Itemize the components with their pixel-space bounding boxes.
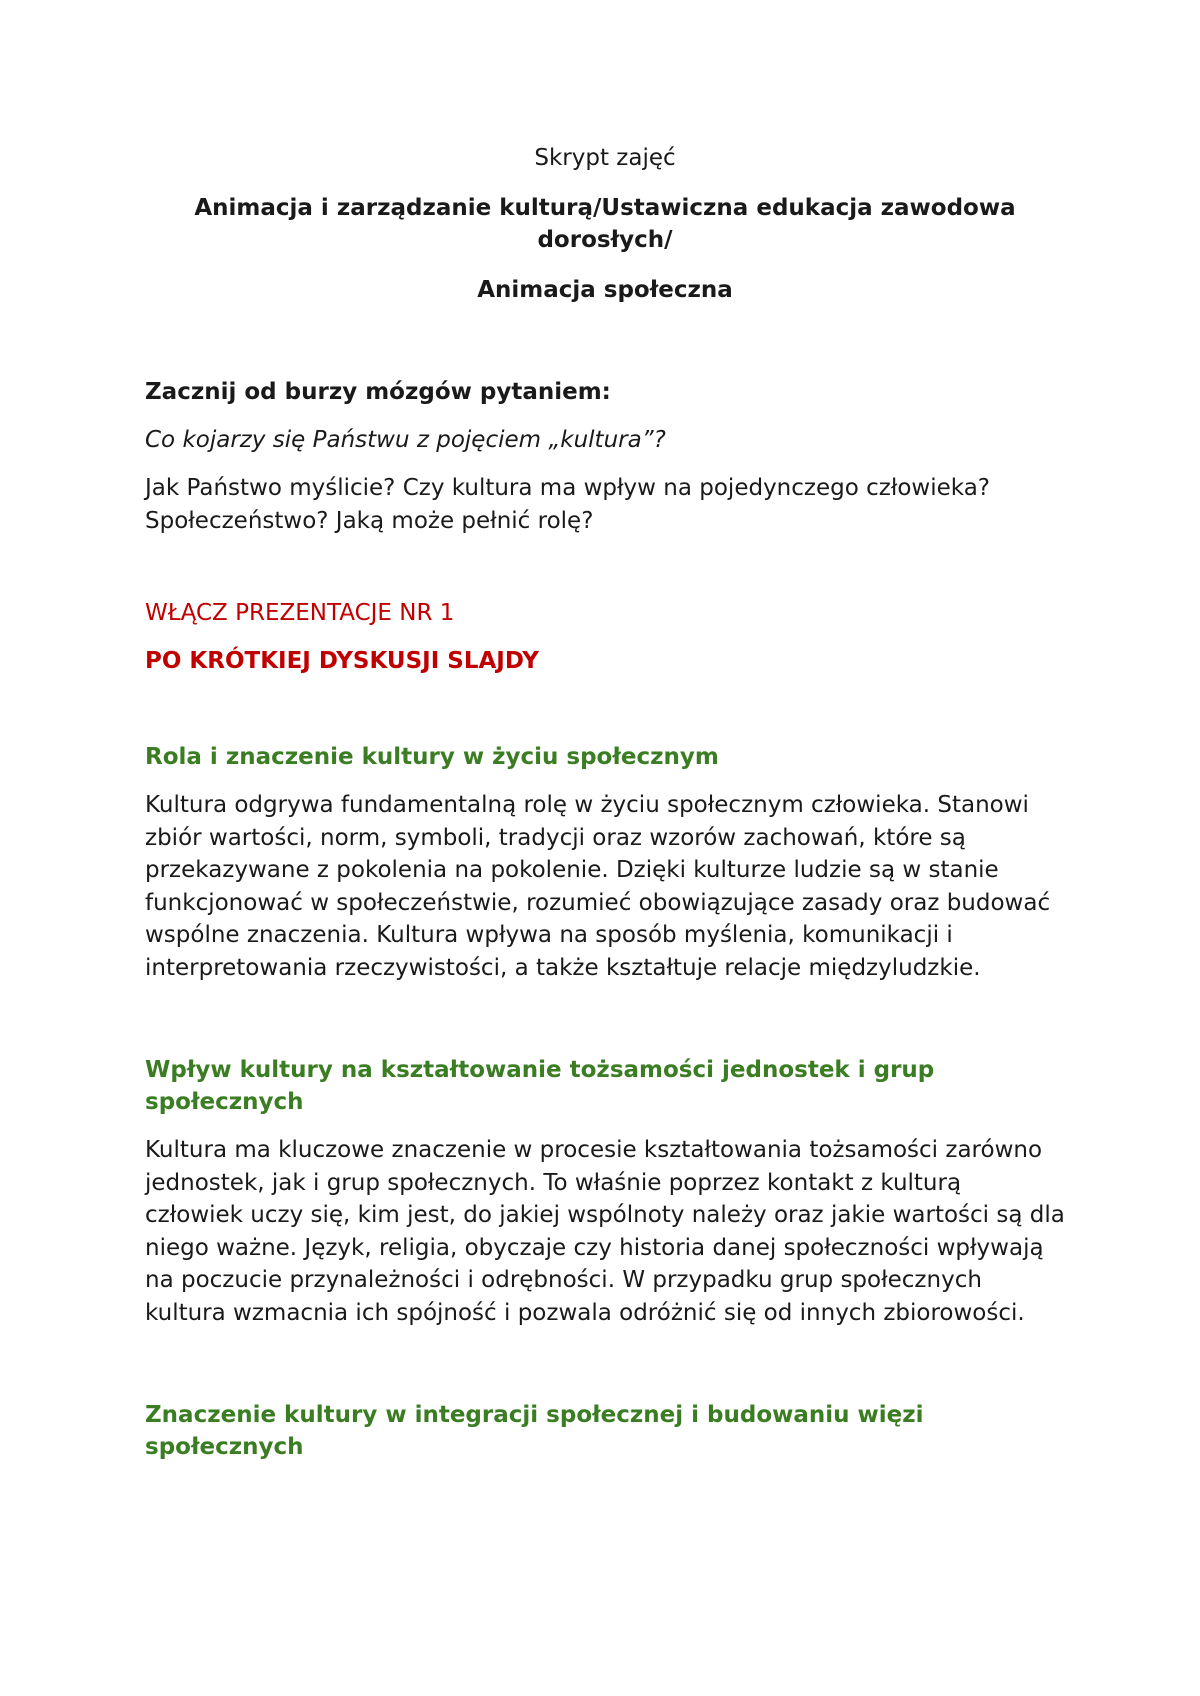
script-title: Skrypt zajęć <box>534 145 676 171</box>
section-heading: Wpływ kultury na kształtowanie tożsamości jednostek i grup społecznych <box>145 1057 935 1115</box>
section-heading: Rola i znaczenie kultury w życiu społecznym <box>145 744 719 770</box>
instruction-presentation: WŁĄCZ PREZENTACJE NR 1 <box>145 600 455 626</box>
course-title: Animacja i zarządzanie kulturą/Ustawiczna edukacja zawodowa dorosłych/ <box>194 195 1016 253</box>
section-heading: Znaczenie kultury w integracji społecznej i budowaniu więzi społecznych <box>145 1402 924 1460</box>
section-integration <box>145 1399 1065 1463</box>
brainstorm-question: Co kojarzy się Państwu z pojęciem „kultura”? <box>145 427 666 453</box>
section-identity <box>145 1054 1065 1329</box>
section-body: Kultura odgrywa fundamentalną rolę w życiu społecznym człowieka. Stanowi zbiór wartości, norm, symboli, tradycji oraz wzorów zachowań, które są przekazywane z pokolenia na pokolenie. Dzięki kulturze ludzie są w stanie funkcjonować w społeczeństwie, rozumieć obowiązujące zasady oraz budować wspólne znaczenia. Kultura wpływa na sposób myślenia, komunikacji i interpretowania rzeczywistości, a także kształtuje relacje międzyludzkie. <box>145 792 1051 981</box>
brainstorm-label: Zacznij od burzy mózgów pytaniem: <box>145 379 611 405</box>
brainstorm-follow-up: Jak Państwo myślicie? Czy kultura ma wpływ na pojedynczego człowieka? Społeczeństwo? Jaką może pełnić rolę? <box>145 475 991 534</box>
section-role-of-culture <box>145 741 1065 984</box>
instruction-after-discussion: PO KRÓTKIEJ DYSKUSJI SLAJDY <box>145 648 539 674</box>
document-content <box>145 142 1065 1479</box>
section-body: Kultura ma kluczowe znaczenie w procesie kształtowania tożsamości zarówno jednostek, jak i grup społecznych. To właśnie poprzez kontakt z kulturą człowiek uczy się, kim jest, do jakiej wspólnoty należy oraz jakie wartości są dla niego ważne. Język, religia, obyczaje czy historia danej społeczności wpływają na poczucie przynależności i odrębności. W przypadku grup społecznych kultura wzmacnia ich spójność i pozwala odróżnić się od innych zbiorowości. <box>145 1137 1065 1326</box>
module-title: Animacja społeczna <box>477 277 733 303</box>
